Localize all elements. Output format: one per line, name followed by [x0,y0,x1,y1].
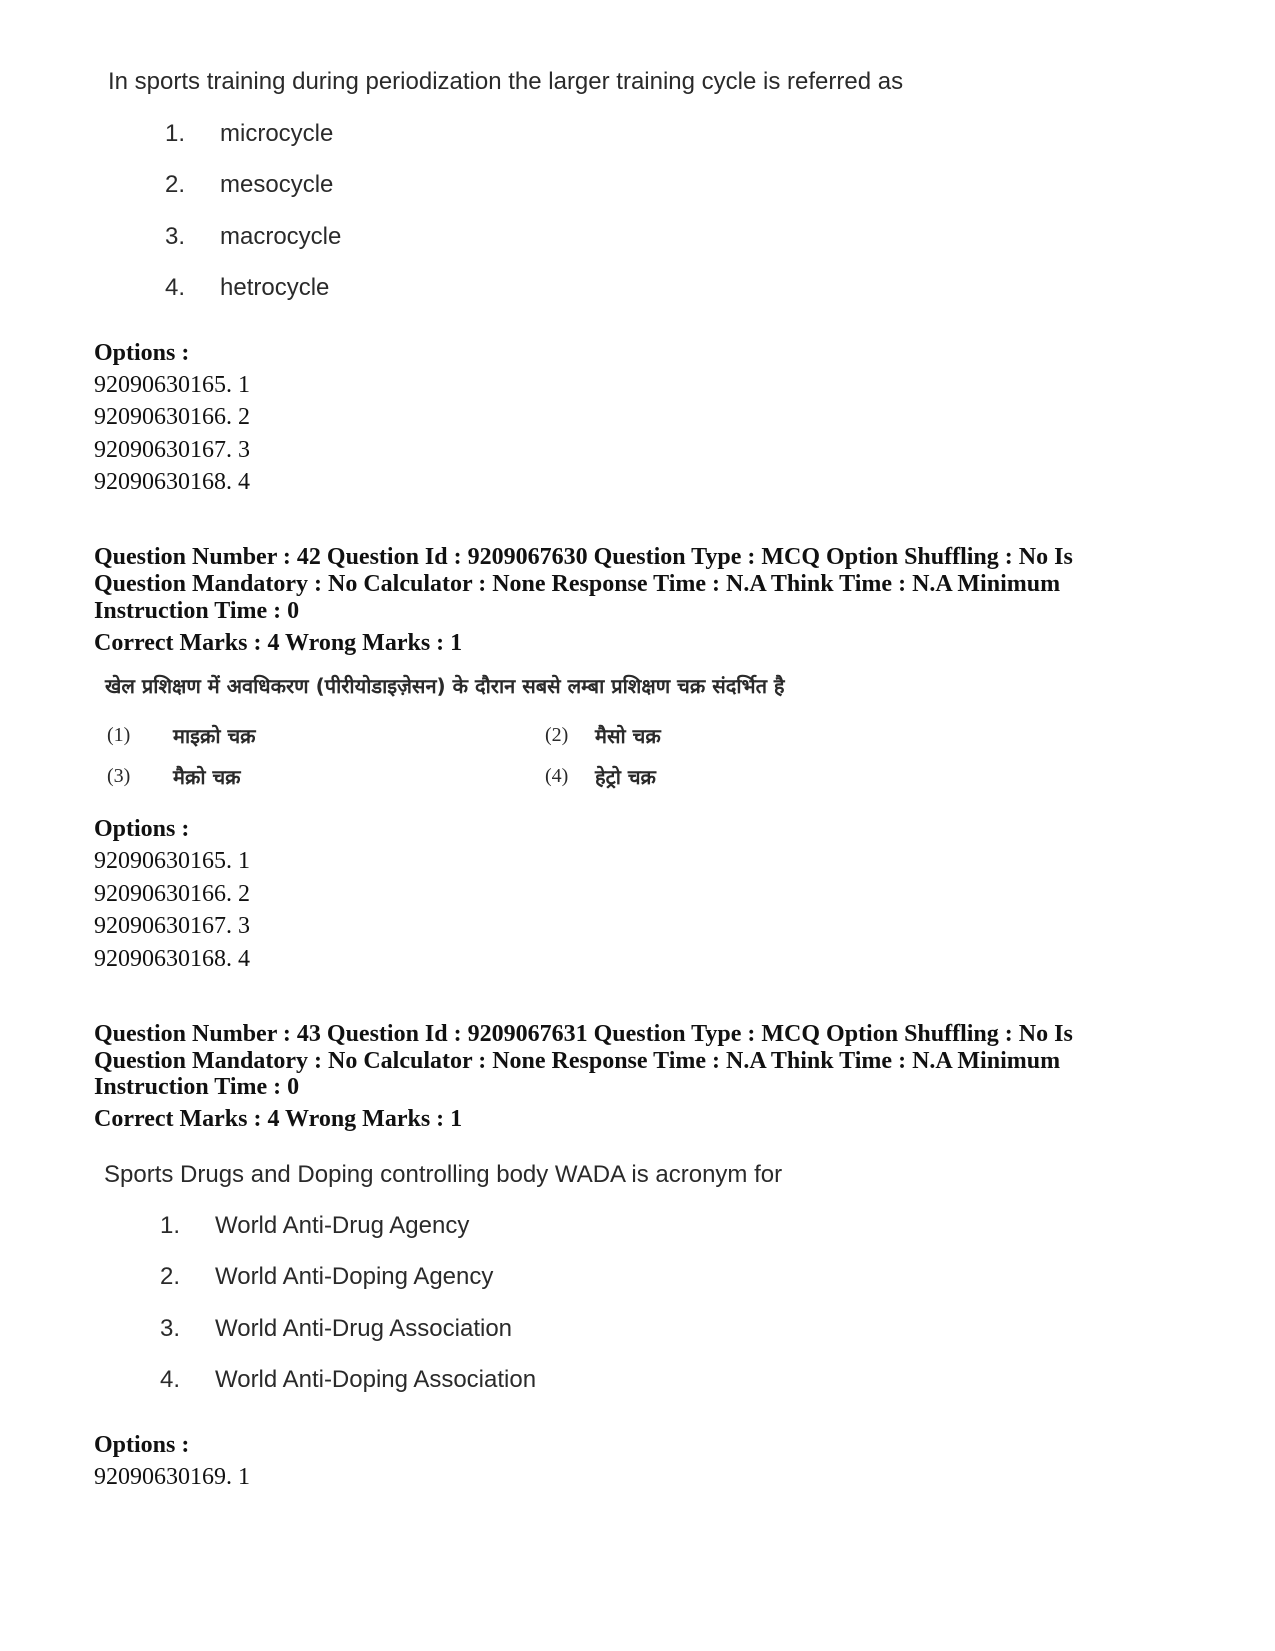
q41-option-1-number: 1. [165,120,186,147]
q43-option-3-number: 3. [160,1315,181,1342]
q43-option-1-number: 1. [160,1212,181,1239]
q43-option-2-text: World Anti-Doping Agency [215,1263,494,1290]
q41-option-id-3: 92090630167. 3 [94,437,250,463]
q42-option-id-3: 92090630167. 3 [94,913,250,939]
q42-options-label: Options : [94,816,190,842]
q41-option-2-number: 2. [165,171,186,198]
q41-option-id-4: 92090630168. 4 [94,469,250,495]
q43-meta-line-1: Question Number : 43 Question Id : 9209067631 Question Type : MCQ Option Shuffling : No Is [94,1021,1073,1047]
q42-option-1-text: माइक्रो चक्र [173,724,256,748]
q43-meta-line-2: Question Mandatory : No Calculator : None Response Time : N.A Think Time : N.A Minimum [94,1048,1061,1074]
q43-marks: Correct Marks : 4 Wrong Marks : 1 [94,1106,463,1132]
q42-option-4-number: (4) [545,765,569,787]
q41-option-2-text: mesocycle [220,171,334,198]
q43-option-3-text: World Anti-Drug Association [215,1315,513,1342]
q42-marks: Correct Marks : 4 Wrong Marks : 1 [94,630,463,656]
q43-option-4-number: 4. [160,1366,181,1393]
q41-option-1-text: microcycle [220,120,334,147]
q42-option-1-number: (1) [107,724,131,746]
q43-option-4-text: World Anti-Doping Association [215,1366,537,1393]
q43-options-label: Options : [94,1432,190,1458]
q43-option-id-1: 92090630169. 1 [94,1464,250,1490]
q43-option-1-text: World Anti-Drug Agency [215,1212,470,1239]
q42-meta-line-1: Question Number : 42 Question Id : 9209067630 Question Type : MCQ Option Shuffling : No Is [94,544,1073,570]
q41-option-id-2: 92090630166. 2 [94,404,250,430]
q42-meta-line-3: Instruction Time : 0 [94,598,300,624]
q42-option-3-text: मैक्रो चक्र [173,765,241,789]
q43-meta-line-3: Instruction Time : 0 [94,1074,300,1100]
q41-option-3-text: macrocycle [220,223,342,250]
q42-option-4-text: हेट्रो चक्र [595,765,656,789]
q42-meta-line-2: Question Mandatory : No Calculator : None Response Time : N.A Think Time : N.A Minimum [94,571,1061,597]
q42-option-2-number: (2) [545,724,569,746]
q42-option-id-2: 92090630166. 2 [94,881,250,907]
q41-stem: In sports training during periodization the larger training cycle is referred as [108,68,904,95]
q42-option-id-1: 92090630165. 1 [94,848,250,874]
q42-stem-hindi: खेल प्रशिक्षण में अवधिकरण (पीरीयोडाइज़ेसन) के दौरान सबसे लम्बा प्रशिक्षण चक्र संदर्भित है [105,674,785,698]
q41-option-id-1: 92090630165. 1 [94,372,250,398]
q41-option-3-number: 3. [165,223,186,250]
q42-option-3-number: (3) [107,765,131,787]
q41-options-label: Options : [94,340,190,366]
q43-option-2-number: 2. [160,1263,181,1290]
q42-option-id-4: 92090630168. 4 [94,946,250,972]
q42-option-2-text: मैसो चक्र [595,724,661,748]
q41-option-4-text: hetrocycle [220,274,330,301]
q43-stem: Sports Drugs and Doping controlling body WADA is acronym for [104,1161,783,1188]
q41-option-4-number: 4. [165,274,186,301]
